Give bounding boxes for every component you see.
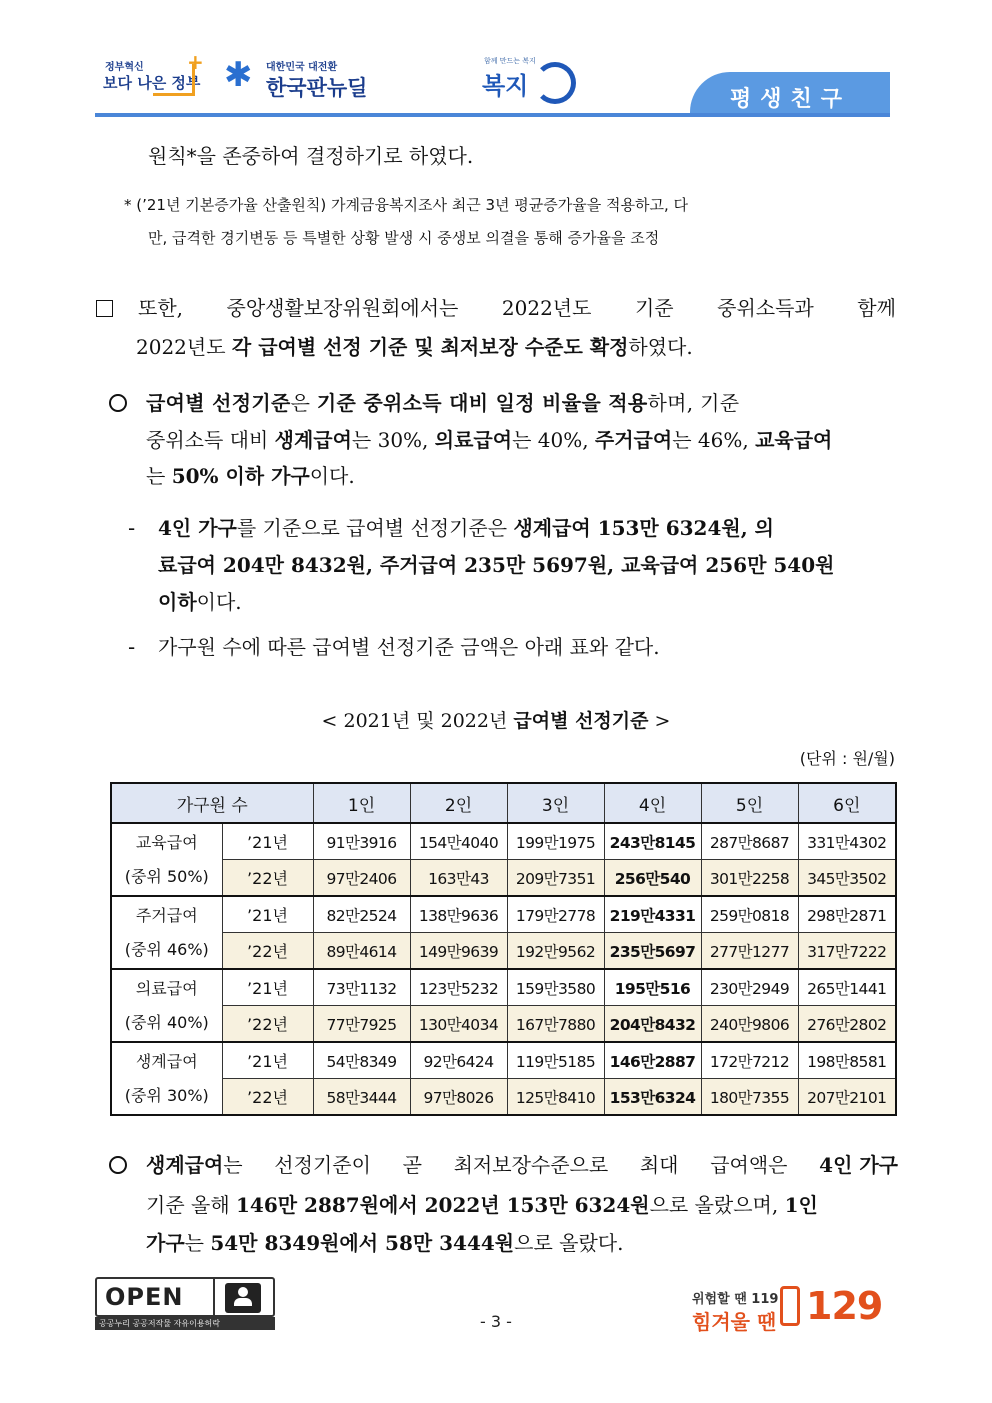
word: 는 xyxy=(223,1153,243,1177)
column-header: 4인 xyxy=(604,783,701,823)
dash-bullet: - xyxy=(128,635,136,659)
bold-text: 의료급여 xyxy=(434,428,513,452)
word: 급여액은 xyxy=(710,1153,788,1177)
value-cell: 240만9806 xyxy=(701,1006,798,1043)
bold-text: 235만 5697원 xyxy=(457,553,608,577)
value-cell: 159만3580 xyxy=(507,969,604,1006)
table-row xyxy=(111,1006,896,1043)
bold-text: 주거급여 xyxy=(379,553,458,577)
section-line xyxy=(136,334,693,360)
helpline-number: 129 xyxy=(806,1284,883,1328)
column-header: 6인 xyxy=(798,783,896,823)
text-run xyxy=(146,1152,243,1178)
value-cell: 54만8349 xyxy=(313,1042,410,1079)
value-cell: 92만6424 xyxy=(410,1042,507,1079)
helpline-small-text: 위험할 땐 119 xyxy=(692,1292,779,1307)
category-ratio: (중위 50%) xyxy=(124,866,209,886)
bold-text: 기준 중위소득 대비 일정 비율을 적용 xyxy=(316,391,648,415)
table-unit: (단위 : 원/월) xyxy=(799,749,895,768)
bullet-line xyxy=(146,390,896,416)
value-cell: 209만7351 xyxy=(507,860,604,897)
text: 는 xyxy=(184,1231,211,1255)
text: 는 46%, xyxy=(672,428,756,452)
word: 중앙생활보장위원회에서는 xyxy=(226,296,459,320)
text: 는 40%, xyxy=(512,428,595,452)
word: 기준 xyxy=(634,296,674,320)
value-cell: 265만1441 xyxy=(798,969,896,1006)
text: 은 xyxy=(290,391,317,415)
year-cell: ’22년 xyxy=(222,933,313,970)
text: 2022년도 xyxy=(136,335,232,359)
open-caption: 공공누리 공공저작물 자유이용허락 xyxy=(95,1317,275,1330)
value-cell: 91만3916 xyxy=(313,823,410,860)
new-deal-small-text: 대한민국 대전환 xyxy=(266,62,338,73)
open-badge-box xyxy=(95,1277,275,1317)
header-divider xyxy=(95,113,890,117)
word: 곧 xyxy=(402,1153,422,1177)
text: 하며, 기준 xyxy=(647,391,740,415)
table-row xyxy=(111,823,896,860)
text: 하였다. xyxy=(628,335,693,359)
category-name: 생계급여 xyxy=(135,1051,198,1071)
text: 으로 올랐으며, xyxy=(649,1193,785,1217)
value-cell: 146만2887 xyxy=(604,1042,701,1079)
plus-icon: + xyxy=(187,50,204,74)
circle-bullet-icon xyxy=(109,1156,127,1174)
bullet-line xyxy=(146,463,355,489)
table-row xyxy=(111,1079,896,1116)
benefit-category xyxy=(111,823,222,896)
table-row xyxy=(111,896,896,933)
year-cell: ’22년 xyxy=(222,1006,313,1043)
category-ratio: (중위 40%) xyxy=(124,1012,209,1032)
bold-text: , xyxy=(365,553,380,577)
word: 최대 xyxy=(639,1153,679,1177)
value-cell: 317만7222 xyxy=(798,933,896,970)
value-cell: 219만4331 xyxy=(604,896,701,933)
year-cell: ’22년 xyxy=(222,1079,313,1116)
word: 중위소득과 xyxy=(717,296,814,320)
value-cell: 192만9562 xyxy=(507,933,604,970)
dash-line xyxy=(158,589,242,615)
page-header xyxy=(0,0,992,128)
category-name: 교육급여 xyxy=(135,832,198,852)
bold-text: 4인 가구 xyxy=(158,516,237,540)
dash-line xyxy=(158,552,834,578)
gov-logo-small-text: 정부혁신 xyxy=(105,62,144,73)
bold-text: 204만 8432원 xyxy=(215,553,366,577)
bold-text: 146만 2887원에서 2022년 153만 6324원 xyxy=(236,1193,650,1217)
bold-text: 1인 xyxy=(784,1193,818,1217)
word: 또한, xyxy=(138,296,183,320)
bold-text: 료급여 xyxy=(158,553,216,577)
value-cell: 73만1132 xyxy=(313,969,410,1006)
value-cell: 167만7880 xyxy=(507,1006,604,1043)
gov-logo-text: 보다 나은 정부 xyxy=(103,74,201,92)
value-cell: 345만3502 xyxy=(798,860,896,897)
text: 를 기준으로 급여별 선정기준은 xyxy=(236,516,514,540)
bullet-line xyxy=(146,1152,898,1178)
korean-new-deal-logo xyxy=(224,55,374,106)
dash-line xyxy=(158,515,774,541)
bold-text: 생계급여 xyxy=(513,516,591,540)
bullet-line xyxy=(146,427,832,453)
bold-text: , xyxy=(607,553,622,577)
header-tab xyxy=(690,72,890,117)
category-ratio: (중위 46%) xyxy=(124,939,209,959)
column-header: 3인 xyxy=(507,783,604,823)
value-cell: 277만1277 xyxy=(701,933,798,970)
bold-text: 256만 540원 xyxy=(698,553,835,577)
bold-text: 54만 8349원에서 58만 3444원 xyxy=(210,1231,515,1255)
year-cell: ’21년 xyxy=(222,823,313,860)
value-cell: 77만7925 xyxy=(313,1006,410,1043)
bullet-line xyxy=(146,1230,623,1256)
text: 기준 올해 xyxy=(146,1193,236,1217)
value-cell: 82만2524 xyxy=(313,896,410,933)
year-cell: ’21년 xyxy=(222,896,313,933)
text: < 2021년 및 2022년 xyxy=(321,710,514,732)
value-cell: 301만2258 xyxy=(701,860,798,897)
header-tab-label: 평생친구 xyxy=(730,87,852,112)
value-cell: 172만7212 xyxy=(701,1042,798,1079)
table-title xyxy=(0,706,992,733)
value-cell: 331만4302 xyxy=(798,823,896,860)
column-header: 2인 xyxy=(410,783,507,823)
text: 는 30%, xyxy=(351,428,435,452)
value-cell: 179만2778 xyxy=(507,896,604,933)
value-cell: 138만9636 xyxy=(410,896,507,933)
helpline-text: 힘겨울 땐 xyxy=(692,1310,777,1334)
bold-text: 생계급여 xyxy=(274,428,352,452)
bold-text: 교육급여 xyxy=(621,553,699,577)
bullet-line xyxy=(146,1192,818,1218)
word: 선정기준이 xyxy=(274,1153,371,1177)
bold-text: 각 급여별 선정 기준 및 최저보장 수준도 확정 xyxy=(231,335,629,359)
dash-bullet: - xyxy=(128,516,136,540)
text: 이다. xyxy=(309,464,355,488)
column-header: 1인 xyxy=(313,783,410,823)
bold-text: 주거급여 xyxy=(594,428,673,452)
bokji-ring-icon xyxy=(534,62,576,104)
dash-line: 가구원 수에 따른 급여별 선정기준 금액은 아래 표와 같다. xyxy=(158,635,660,659)
text: 는 xyxy=(146,464,172,488)
value-cell: 243만8145 xyxy=(604,823,701,860)
helpline-129-logo xyxy=(692,1280,892,1336)
word: 2022년도 xyxy=(501,296,592,320)
value-cell: 153만6324 xyxy=(604,1079,701,1116)
category-name: 의료급여 xyxy=(135,978,198,998)
text: 으로 올랐다. xyxy=(514,1231,624,1255)
value-cell: 130만4034 xyxy=(410,1006,507,1043)
value-cell: 259만0818 xyxy=(701,896,798,933)
year-cell: ’21년 xyxy=(222,1042,313,1079)
bokji-small-text: 함께 만드는 복지 xyxy=(484,57,536,65)
bold-text: 50% 이하 가구 xyxy=(171,464,310,488)
new-deal-star-icon: ✱ xyxy=(224,55,253,95)
value-cell: 154만4040 xyxy=(410,823,507,860)
value-cell: 163만43 xyxy=(410,860,507,897)
attribution-icon xyxy=(225,1283,261,1313)
value-cell: 235만5697 xyxy=(604,933,701,970)
value-cell: 97만2406 xyxy=(313,860,410,897)
footnote-line: * (’21년 기본증가율 산출원칙) 가계금융복지조사 최근 3년 평균증가율을 적용하고, 다 xyxy=(124,196,688,214)
bold-text: 급여별 선정기준 xyxy=(513,710,649,732)
benefit-category xyxy=(111,969,222,1042)
value-cell: 97만8026 xyxy=(410,1079,507,1116)
value-cell: 58만3444 xyxy=(313,1079,410,1116)
value-cell: 199만1975 xyxy=(507,823,604,860)
value-cell: 276만2802 xyxy=(798,1006,896,1043)
bold-text: 이하 xyxy=(158,590,197,614)
bokji-ro-logo xyxy=(482,54,582,108)
value-cell: 207만2101 xyxy=(798,1079,896,1116)
benefit-category xyxy=(111,1042,222,1115)
value-cell: 298만2871 xyxy=(798,896,896,933)
page-number: - 3 - xyxy=(480,1312,512,1331)
value-cell: 149만9639 xyxy=(410,933,507,970)
value-cell: 180만7355 xyxy=(701,1079,798,1116)
column-header: 가구원 수 xyxy=(111,783,313,823)
bold-text: 생계급여 xyxy=(146,1153,224,1177)
bold-text: 가구 xyxy=(146,1231,185,1255)
text: 중위소득 대비 xyxy=(146,428,275,452)
table-row xyxy=(111,1042,896,1079)
bokji-text: 복지 xyxy=(482,72,529,100)
year-cell: ’22년 xyxy=(222,860,313,897)
paragraph-line: 원칙*을 존중하여 결정하기로 하였다. xyxy=(148,144,474,168)
text: > xyxy=(648,710,671,732)
value-cell: 256만540 xyxy=(604,860,701,897)
bold-text: 급여별 선정기준 xyxy=(146,391,291,415)
column-header: 5인 xyxy=(701,783,798,823)
category-ratio: (중위 30%) xyxy=(124,1085,209,1105)
table-row xyxy=(111,969,896,1006)
open-word: OPEN xyxy=(105,1283,184,1311)
bold-text: , 의 xyxy=(740,516,774,540)
word: 함께 xyxy=(857,296,896,320)
bold-text: 153만 6324원 xyxy=(590,516,741,540)
table-row xyxy=(111,933,896,970)
value-cell: 198만8581 xyxy=(798,1042,896,1079)
bold-text: 4인 가구 xyxy=(819,1153,898,1177)
circle-bullet-icon xyxy=(109,394,127,412)
value-cell: 230만2949 xyxy=(701,969,798,1006)
value-cell: 287만8687 xyxy=(701,823,798,860)
section-line xyxy=(138,295,896,321)
value-cell: 119만5185 xyxy=(507,1042,604,1079)
square-bullet-icon xyxy=(96,300,113,317)
year-cell: ’21년 xyxy=(222,969,313,1006)
value-cell: 123만5232 xyxy=(410,969,507,1006)
value-cell: 195만516 xyxy=(604,969,701,1006)
category-name: 주거급여 xyxy=(135,905,198,925)
bold-text: 교육급여 xyxy=(755,428,833,452)
table-header-row xyxy=(111,783,896,823)
footnote-line: 만, 급격한 경기변동 등 특별한 상황 발생 시 중생보 의결을 통해 증가율을 조정 xyxy=(148,229,660,247)
value-cell: 89만4614 xyxy=(313,933,410,970)
new-deal-text: 한국판뉴딜 xyxy=(266,76,368,100)
value-cell: 204만8432 xyxy=(604,1006,701,1043)
value-cell: 125만8410 xyxy=(507,1079,604,1116)
phone-icon xyxy=(780,1286,800,1326)
table-row xyxy=(111,860,896,897)
word: 최저보장수준으로 xyxy=(453,1153,609,1177)
benefit-category xyxy=(111,896,222,969)
gov-innovation-logo xyxy=(103,50,211,106)
text: 이다. xyxy=(196,590,242,614)
selection-criteria-table xyxy=(110,782,897,1116)
